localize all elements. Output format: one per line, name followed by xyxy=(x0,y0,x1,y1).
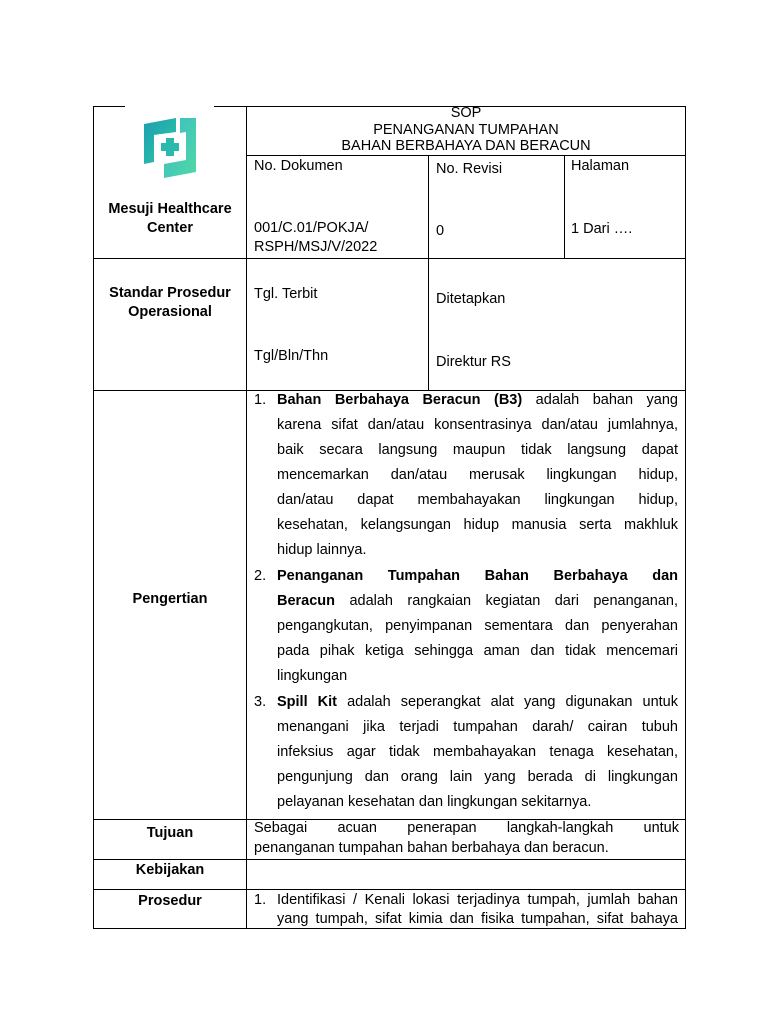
policy-label: Kebijakan xyxy=(135,862,205,878)
list-item-line: karena sifat dan/atau konsentrasinya dan/atau jumlahnya, xyxy=(277,417,678,433)
issue-date-label: Tgl. Terbit xyxy=(254,286,318,302)
list-item-line: baik secara langsung maupun tidak langsung dapat xyxy=(277,442,678,458)
issue-date-format: Tgl/Bln/Thn xyxy=(254,348,329,364)
list-item-line: mencemarkan dan/atau merusak lingkungan hidup, xyxy=(277,467,678,483)
list-number: 2. xyxy=(254,568,267,584)
purpose-text-line2: penanganan tumpahan bahan berbahaya dan beracun. xyxy=(254,840,609,856)
list-item-line: dan/atau dapat membahayakan lingkungan hidup, xyxy=(277,492,678,508)
list-item: Beracun adalah rangkaian kegiatan dari penanganan, xyxy=(277,593,678,609)
definition-term: Bahan Berbahaya Beracun (B3) xyxy=(277,392,523,408)
list-item: Spill Kit adalah seperangkat alat yang digunakan untuk xyxy=(277,694,678,710)
revision-label: No. Revisi xyxy=(436,161,503,177)
approved-label: Ditetapkan xyxy=(436,291,506,307)
list-item: Bahan Berbahaya Beracun (B3) adalah bahan yang xyxy=(277,392,678,408)
sop-label: SOP xyxy=(450,105,482,121)
doc-number-value-1: 001/C.01/POKJA/ xyxy=(254,220,369,236)
doc-number-label: No. Dokumen xyxy=(254,158,343,174)
list-item-line: pada pihak ketiga sehingga aman dan tidak mencemari xyxy=(277,643,678,659)
page-label: Halaman xyxy=(571,158,630,174)
procedure-step-line2: yang tumpah, sifat kimia dan fisika tumpahan, sifat bahaya xyxy=(277,911,678,927)
list-item-line: kesehatan, kelangsungan hidup manusia serta makhluk xyxy=(277,517,678,533)
director-label: Direktur RS xyxy=(436,354,511,370)
purpose-text-line1: Sebagai acuan penerapan langkah-langkah untuk xyxy=(254,820,679,836)
definition-label: Pengertian xyxy=(132,591,208,607)
definition-term: Spill Kit xyxy=(277,694,338,710)
hospital-logo xyxy=(130,110,210,186)
sop-type-label-2: Operasional xyxy=(128,304,212,320)
page-value: 1 Dari …. xyxy=(571,221,633,237)
list-item-line: pengunjung dan orang lain yang berada di lingkungan xyxy=(277,769,678,785)
procedure-step-line1: Identifikasi / Kenali lokasi terjadinya tumpah, jumlah bahan xyxy=(277,892,678,908)
list-item-line: hidup lainnya. xyxy=(277,542,367,558)
procedure-label: Prosedur xyxy=(138,893,202,909)
sop-type-label-1: Standar Prosedur xyxy=(109,285,231,301)
list-item-line: lingkungan xyxy=(277,668,348,684)
org-name: Mesuji Healthcare Center xyxy=(108,201,232,236)
procedure-number: 1. xyxy=(254,892,267,908)
list-item-line: pelayanan kesehatan dan lingkungan sekitarnya. xyxy=(277,794,592,810)
definition-term: Penanganan Tumpahan Bahan Berbahaya dan xyxy=(277,568,678,584)
list-number: 3. xyxy=(254,694,267,710)
list-item-line: infeksius agar tidak membahayakan tenaga kesehatan, xyxy=(277,744,678,760)
sop-title-line2: BAHAN BERBAHAYA DAN BERACUN xyxy=(341,138,591,154)
medical-cross-icon xyxy=(130,110,210,186)
list-item-line: menangani jika terjadi tumpahan darah/ cairan tubuh xyxy=(277,719,678,735)
revision-value: 0 xyxy=(436,223,445,239)
sop-title-line1: PENANGANAN TUMPAHAN xyxy=(373,122,559,138)
doc-number-value-2: RSPH/MSJ/V/2022 xyxy=(254,239,378,255)
list-item-line: pengangkutan, penyimpanan sementara dan penyerahan xyxy=(277,618,678,634)
purpose-label: Tujuan xyxy=(146,825,194,841)
list-number: 1. xyxy=(254,392,267,408)
